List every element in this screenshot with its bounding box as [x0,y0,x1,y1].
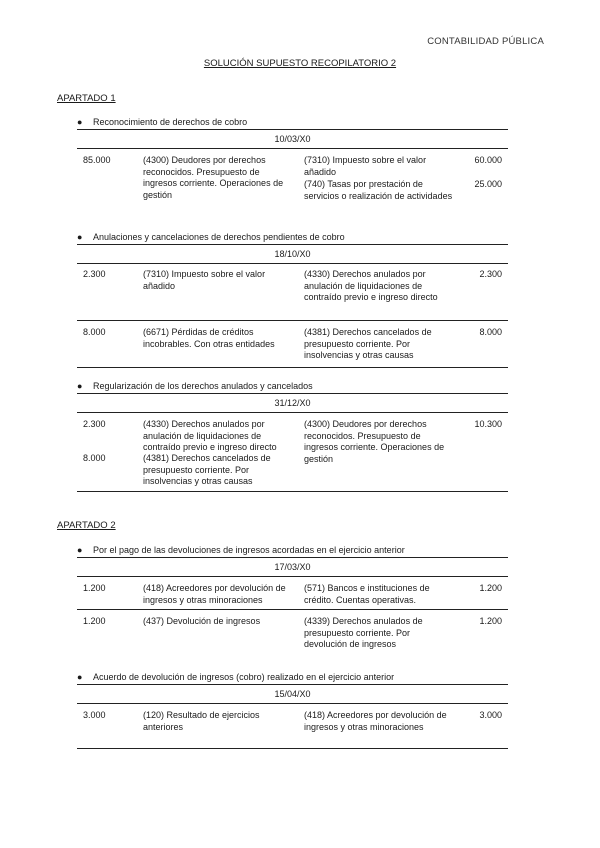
debit-amount: 1.200 [83,583,106,593]
credit-amount: 60.000 [474,155,502,165]
journal-entry [77,577,508,609]
bullet-icon: ● [77,232,83,242]
debit-amount: 1.200 [83,616,106,626]
credit-amount: 3.000 [479,710,502,720]
entry-date: 31/12/X0 [274,398,311,408]
debit-account: (7310) Impuesto sobre el valor añadido [143,269,266,291]
journal-entry [77,149,508,219]
credit-account: (7310) Impuesto sobre el valor añadido [304,155,427,177]
debit-amount: 2.300 [83,269,106,279]
section-pago-devoluciones [77,544,508,656]
journal-entry [77,264,508,320]
journal-entry [77,704,508,748]
divider [77,367,508,368]
section-heading [77,380,508,393]
bullet-icon: ● [77,545,83,555]
document-title: SOLUCIÓN SUPUESTO RECOPILATORIO 2 [203,58,397,69]
journal-entry [77,413,508,491]
apartado-1-heading: APARTADO 1 [57,93,116,104]
debit-account: (120) Resultado de ejercicios anteriores [143,710,260,732]
credit-amount: 1.200 [479,616,502,626]
journal-entry [77,321,508,367]
section-heading [77,671,508,684]
credit-amount: 2.300 [479,269,502,279]
section-regularizacion [77,380,508,492]
entry-date: 17/03/X0 [274,562,311,572]
journal-entry [77,610,508,656]
section-heading-text: Reconocimiento de derechos de cobro [93,117,248,127]
section-heading [77,116,508,129]
subject-header: CONTABILIDAD PÚBLICA [427,36,544,47]
debit-account: (418) Acreedores por devolución de ingresos y otras minoraciones [143,583,286,605]
debit-amount: 8.000 [83,327,106,337]
section-heading [77,231,508,244]
debit-amount: 85.000 [83,155,111,165]
debit-account: (6671) Pérdidas de créditos incobrables. Con otras entidades [143,327,275,349]
credit-account: (4339) Derechos anulados de presupuesto corriente. Por devolución de ingresos [304,616,423,649]
credit-amount: 1.200 [479,583,502,593]
debit-amount: 3.000 [83,710,106,720]
section-heading-text: Regularización de los derechos anulados y cancelados [93,381,313,391]
debit-amount-2: 8.000 [83,453,106,463]
debit-account-2: (4381) Derechos cancelados de presupuesto corriente. Por insolvencias y otras causas [143,453,271,486]
section-heading [77,544,508,557]
divider [77,491,508,492]
credit-amount-2: 25.000 [474,179,502,189]
credit-account: (571) Bancos e instituciones de crédito. Cuentas operativas. [304,583,430,605]
credit-account: (418) Acreedores por devolución de ingresos y otras minoraciones [304,710,447,732]
credit-account: (4381) Derechos cancelados de presupuesto corriente. Por insolvencias y otras causas [304,327,432,360]
credit-amount: 10.300 [474,419,502,429]
bullet-icon: ● [77,117,83,127]
credit-amount: 8.000 [479,327,502,337]
apartado-2-heading: APARTADO 2 [57,520,116,531]
bullet-icon: ● [77,381,83,391]
debit-account: (437) Devolución de ingresos [143,616,261,626]
section-heading-text: Acuerdo de devolución de ingresos (cobro) realizado en el ejercicio anterior [93,672,395,682]
entry-date: 10/03/X0 [274,134,311,144]
entry-date: 18/10/X0 [274,249,311,259]
credit-account: (4330) Derechos anulados por anulación de liquidaciones de contraído previo e ingreso directo [304,269,438,302]
divider [77,748,508,749]
section-heading-text: Por el pago de las devoluciones de ingresos acordadas en el ejercicio anterior [93,545,405,555]
debit-account: (4330) Derechos anulados por anulación de liquidaciones de contraído previo e ingreso directo [143,419,277,452]
debit-account: (4300) Deudores por derechos reconocidos. Presupuesto de ingresos corriente. Operaciones de gestión [143,155,284,200]
entry-date: 15/04/X0 [274,689,311,699]
section-anulaciones [77,231,508,368]
section-reconocimiento [77,116,508,219]
debit-amount: 2.300 [83,419,106,429]
section-heading-text: Anulaciones y cancelaciones de derechos pendientes de cobro [93,232,345,242]
credit-account-2: (740) Tasas por prestación de servicios o realización de actividades [304,179,453,201]
credit-account: (4300) Deudores por derechos reconocidos. Presupuesto de ingresos corriente. Operaciones de gestión [304,419,445,464]
section-acuerdo-devolucion [77,671,508,749]
bullet-icon: ● [77,672,83,682]
